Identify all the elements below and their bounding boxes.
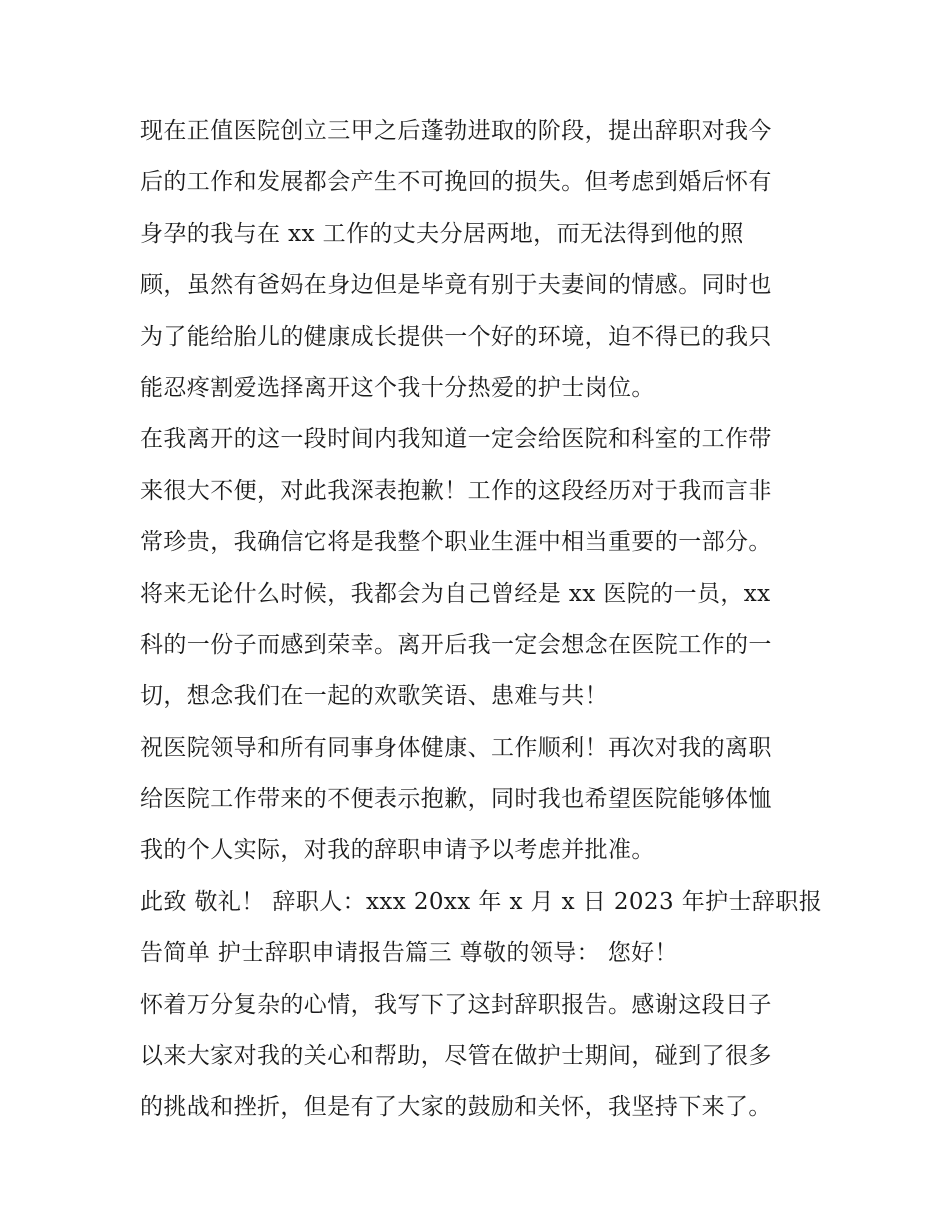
text-line: 告简单 护士辞职申请报告篇三 尊敬的领导： 您好！	[140, 940, 678, 967]
text-line: 给医院工作带来的不便表示抱歉，同时我也希望医院能够体恤	[140, 786, 772, 813]
text-line: 将来无论什么时候，我都会为自己曾经是 xx 医院的一员，xx	[140, 580, 771, 607]
text-line: 为了能给胎儿的健康成长提供一个好的环境，迫不得已的我只	[140, 323, 772, 350]
text-line: 切，想念我们在一起的欢歌笑语、患难与共！	[140, 683, 608, 710]
text-line: 常珍贵，我确信它将是我整个职业生涯中相当重要的一部分。	[140, 529, 772, 556]
text-line: 能忍疼割爱选择离开这个我十分热爱的护士岗位。	[140, 374, 655, 401]
text-line: 后的工作和发展都会产生不可挽回的损失。但考虑到婚后怀有	[140, 169, 772, 196]
text-line: 科的一份子而感到荣幸。离开后我一定会想念在医院工作的一	[140, 631, 772, 658]
document-body	[140, 106, 823, 1134]
text-line: 顾，虽然有爸妈在身边但是毕竟有别于夫妻间的情感。同时也	[140, 272, 772, 299]
text-line: 我的个人实际，对我的辞职申请予以考虑并批准。	[140, 837, 655, 864]
text-line: 身孕的我与在 xx 工作的丈夫分居两地，而无法得到他的照	[140, 220, 744, 247]
text-line: 来很大不便，对此我深表抱歉！工作的这段经历对于我而言非	[140, 477, 772, 504]
text-line: 此致 敬礼！ 辞职人：xxx 20xx 年 x 月 x 日 2023 年护士辞职报	[140, 888, 823, 915]
text-line: 在我离开的这一段时间内我知道一定会给医院和科室的工作带	[140, 426, 772, 453]
text-line: 以来大家对我的关心和帮助，尽管在做护士期间，碰到了很多	[140, 1043, 772, 1070]
text-line: 祝医院领导和所有同事身体健康、工作顺利！再次对我的离职	[140, 734, 772, 761]
text-line: 的挑战和挫折，但是有了大家的鼓励和关怀，我坚持下来了。	[140, 1094, 772, 1121]
text-line: 现在正值医院创立三甲之后蓬勃进取的阶段，提出辞职对我今	[140, 118, 772, 144]
text-line: 怀着万分复杂的心情，我写下了这封辞职报告。感谢这段日子	[140, 991, 772, 1018]
